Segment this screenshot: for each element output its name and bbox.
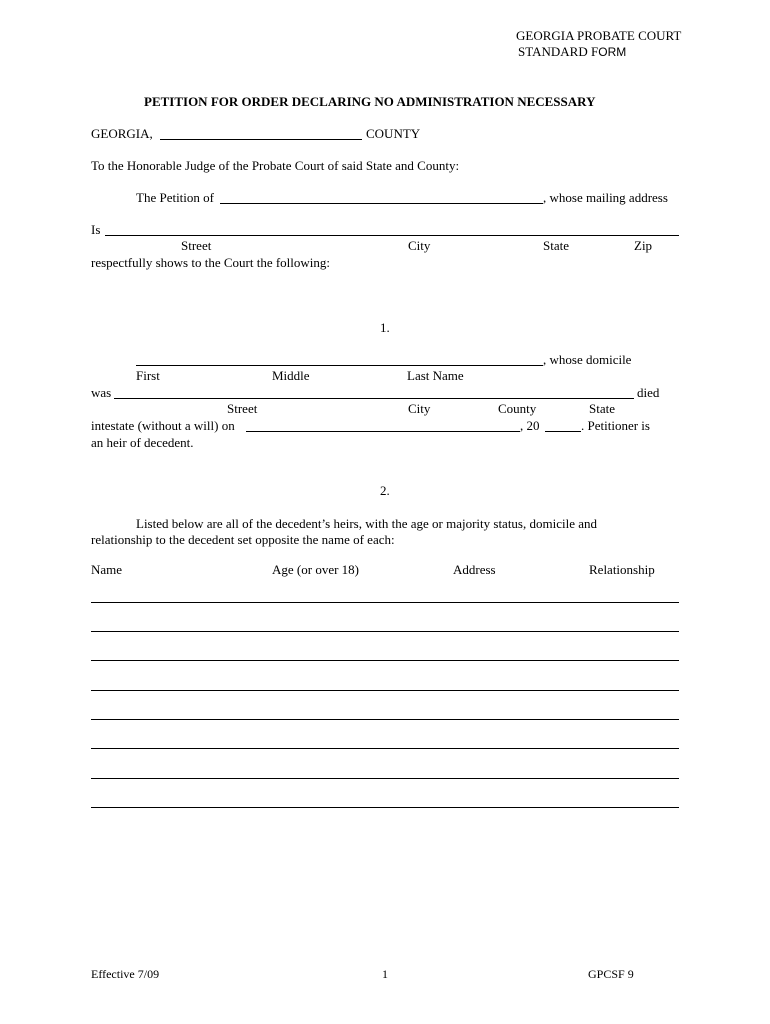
section-1-number: 1.: [380, 320, 390, 335]
year-blank[interactable]: [545, 431, 581, 432]
decedent-name-blank[interactable]: [136, 365, 543, 366]
effective-date: Effective 7/09: [91, 967, 160, 981]
heir-row-line[interactable]: [91, 690, 679, 691]
form-code: GPCSF 9: [588, 967, 634, 981]
heir-row-line[interactable]: [91, 807, 679, 808]
died-label: died: [637, 385, 660, 400]
standard-form-label: STANDARD FORM: [518, 44, 627, 59]
petition-of-label: The Petition of: [136, 190, 214, 205]
was-label: was: [91, 385, 112, 400]
county-blank[interactable]: [160, 139, 362, 140]
respectfully-shows: respectfully shows to the Court the following:: [91, 255, 331, 270]
date-of-death-blank[interactable]: [246, 431, 520, 432]
heir-row-line[interactable]: [91, 719, 679, 720]
petitioner-address-blank[interactable]: [105, 235, 679, 236]
is-label: Is: [91, 222, 101, 237]
heir-of-decedent: an heir of decedent.: [91, 435, 194, 450]
heir-row-line[interactable]: [91, 660, 679, 661]
heir-row-line[interactable]: [91, 778, 679, 779]
domicile-street-label: Street: [227, 401, 258, 416]
domicile-county-label: County: [498, 401, 537, 416]
heir-row-line[interactable]: [91, 602, 679, 603]
domicile-city-label: City: [408, 401, 431, 416]
state-label: State: [543, 238, 569, 253]
heir-row-line[interactable]: [91, 631, 679, 632]
petitioner-is-label: . Petitioner is: [581, 418, 650, 433]
column-relationship: Relationship: [589, 562, 655, 577]
petitioner-name-blank[interactable]: [220, 203, 543, 204]
heirs-intro-line-2: relationship to the decedent set opposite the name of each:: [91, 532, 395, 547]
mailing-address-label: , whose mailing address: [543, 190, 668, 205]
city-label: City: [408, 238, 431, 253]
last-name-label: Last Name: [407, 368, 464, 383]
whose-domicile-label: , whose domicile: [543, 352, 632, 367]
intestate-label: intestate (without a will) on: [91, 418, 235, 433]
column-age: Age (or over 18): [272, 562, 359, 577]
georgia-label: GEORGIA,: [91, 126, 153, 141]
document-title: PETITION FOR ORDER DECLARING NO ADMINISTRATION NECESSARY: [144, 94, 596, 109]
domicile-state-label: State: [589, 401, 615, 416]
county-label: COUNTY: [366, 126, 421, 141]
first-name-label: First: [136, 368, 160, 383]
street-label: Street: [181, 238, 212, 253]
middle-name-label: Middle: [272, 368, 310, 383]
column-address: Address: [453, 562, 496, 577]
page-number: 1: [382, 967, 388, 981]
year-prefix: , 20: [520, 418, 540, 433]
domicile-blank[interactable]: [114, 398, 634, 399]
heir-row-line[interactable]: [91, 748, 679, 749]
zip-label: Zip: [634, 238, 653, 253]
heirs-intro-line-1: Listed below are all of the decedent’s heirs, with the age or majority status, domicile and: [136, 516, 597, 531]
salutation: To the Honorable Judge of the Probate Court of said State and County:: [91, 158, 460, 173]
court-name: GEORGIA PROBATE COURT: [516, 28, 682, 43]
column-name: Name: [91, 562, 123, 577]
section-2-number: 2.: [380, 483, 390, 498]
